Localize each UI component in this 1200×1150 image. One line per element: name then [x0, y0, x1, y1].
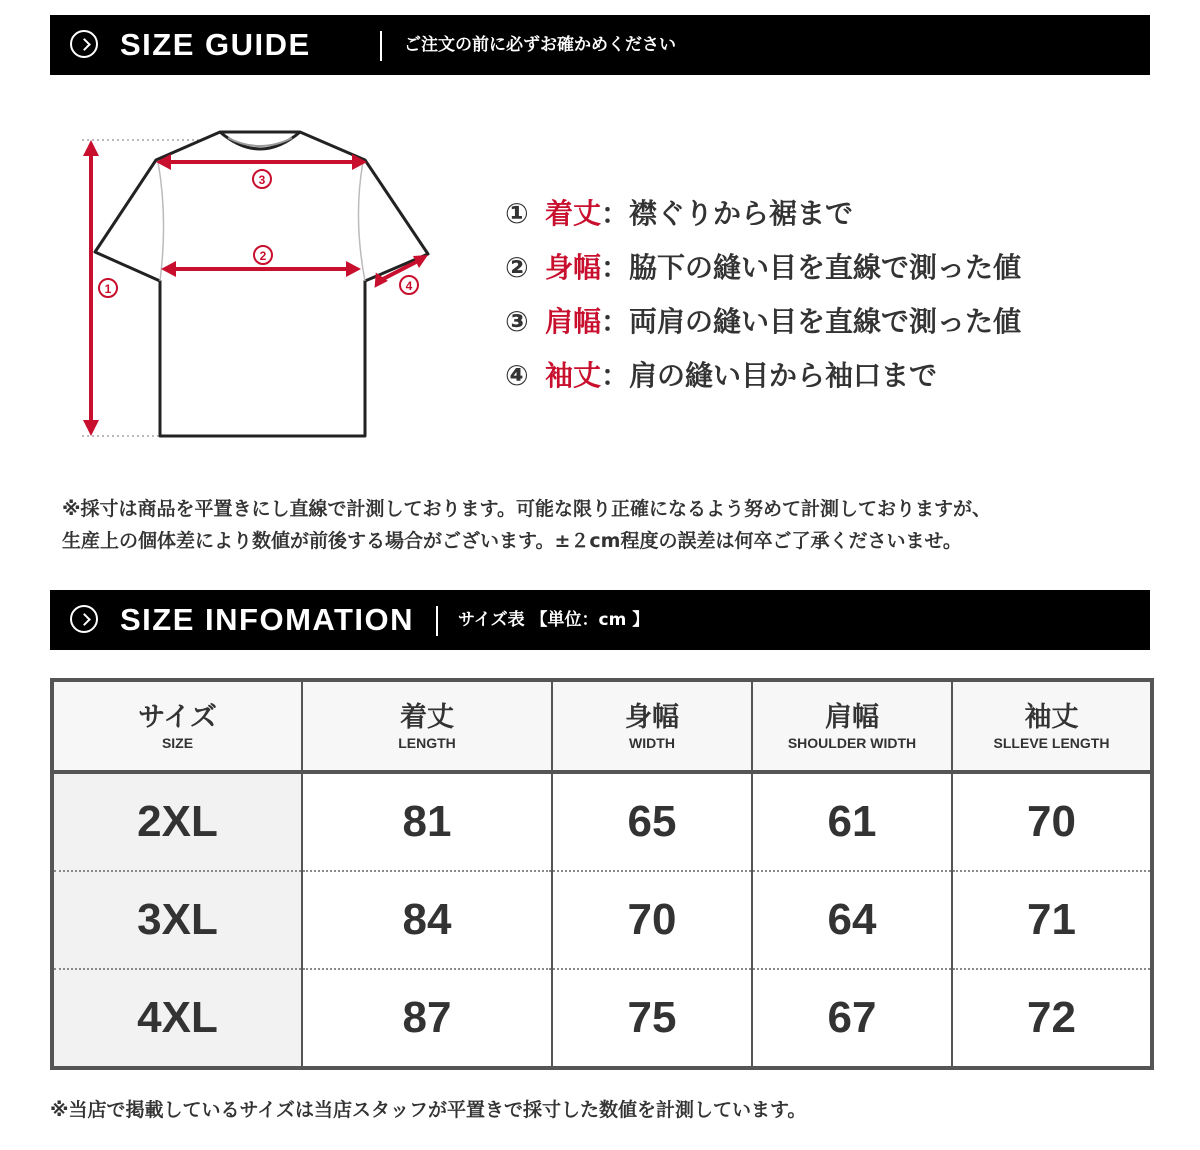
note-line-1: ※採寸は商品を平置きにし直線で計測しております。可能な限り正確になるよう努めて計測しておりますが、 [62, 498, 991, 520]
sleeve-cell: 70 [952, 772, 1152, 871]
header-sleeve-length [952, 680, 1152, 772]
size-guide-title: SIZE GUIDE [120, 27, 311, 62]
header-en: SLLEVE LENGTH [993, 735, 1110, 751]
shoulder-cell: 64 [752, 871, 952, 969]
size-table [50, 678, 1154, 1070]
sleeve-cell: 71 [952, 871, 1152, 969]
sleeve-cell: 72 [1027, 993, 1076, 1042]
marker-4-icon [400, 276, 418, 294]
header-jp: サイズ [138, 702, 217, 733]
width-cell: 70 [552, 871, 752, 969]
tshirt-diagram [70, 118, 440, 448]
measurement-note [62, 493, 991, 557]
header-shoulder-width [752, 680, 952, 772]
width-cell: 75 [552, 969, 752, 1068]
size-guide-banner [50, 15, 1150, 75]
legend-number: ① [505, 197, 529, 230]
footer-note: ※当店で掲載しているサイズは当店スタッフが平置きで採寸した数値を計測しています。 [50, 1099, 807, 1121]
legend-term: 袖丈 [545, 359, 602, 392]
size-info-banner [50, 590, 1150, 650]
legend-item-width [505, 246, 1021, 300]
table-row [52, 969, 1152, 1068]
legend-description: ：肩の縫い目から袖口まで [601, 359, 938, 392]
header-en: SHOULDER WIDTH [787, 735, 917, 751]
header-en: SIZE [161, 735, 194, 751]
legend-number: ③ [505, 305, 529, 338]
header-width [552, 680, 752, 772]
width-cell: 65 [552, 772, 752, 871]
legend-item-length [505, 192, 1021, 246]
length-cell: 81 [302, 772, 552, 871]
header-jp: 着丈 [400, 702, 454, 733]
table-row [52, 772, 1152, 871]
header-jp: 肩幅 [825, 702, 879, 733]
legend-description: ：両肩の縫い目を直線で測った値 [601, 305, 1022, 338]
legend-item-shoulder [505, 300, 1021, 354]
svg-text:1: 1 [104, 282, 112, 296]
legend-description: ：襟ぐりから裾まで [601, 197, 854, 230]
chevron-right-circle-icon [70, 30, 98, 58]
size-info-title: SIZE INFOMATION [120, 602, 415, 637]
legend-number: ② [505, 251, 529, 284]
banner-divider [380, 31, 382, 61]
shoulder-cell: 67 [752, 969, 952, 1068]
size-cell: 4XL [52, 969, 302, 1068]
marker-2-icon [254, 246, 272, 264]
length-cell: 84 [302, 871, 552, 969]
size-cell: 3XL [52, 871, 302, 969]
legend-item-sleeve [505, 354, 1021, 408]
banner-divider [436, 606, 438, 636]
header-length [302, 680, 552, 772]
svg-text:3: 3 [258, 173, 266, 187]
note-line-2: 生産上の個体差により数値が前後する場合がございます。±２cm程度の誤差は何卒ご了承くださいませ。 [62, 530, 962, 552]
legend-term: 着丈 [545, 197, 602, 230]
marker-3-icon [253, 170, 271, 188]
table-header-row [52, 680, 1152, 772]
svg-text:2: 2 [259, 249, 267, 263]
marker-1-icon [99, 279, 117, 297]
legend-term: 肩幅 [545, 305, 602, 338]
legend-term: 身幅 [545, 251, 602, 284]
legend-number: ④ [505, 359, 529, 392]
header-en: WIDTH [629, 735, 675, 751]
table-row [52, 871, 1152, 969]
shoulder-cell: 61 [752, 772, 952, 871]
size-cell: 2XL [52, 772, 302, 871]
legend-description: ：脇下の縫い目を直線で測った値 [601, 251, 1022, 284]
length-cell: 87 [302, 969, 552, 1068]
header-size [52, 680, 302, 772]
size-guide-subtitle: ご注文の前に必ずお確かめください [404, 35, 676, 55]
measurement-legend [505, 192, 1021, 408]
header-jp: 袖丈 [1024, 702, 1079, 733]
size-info-subtitle: サイズ表 【単位：cm 】 [458, 610, 650, 630]
header-jp: 身幅 [625, 702, 679, 733]
svg-text:4: 4 [405, 279, 413, 293]
chevron-right-circle-icon [70, 605, 98, 633]
header-en: LENGTH [398, 735, 456, 751]
